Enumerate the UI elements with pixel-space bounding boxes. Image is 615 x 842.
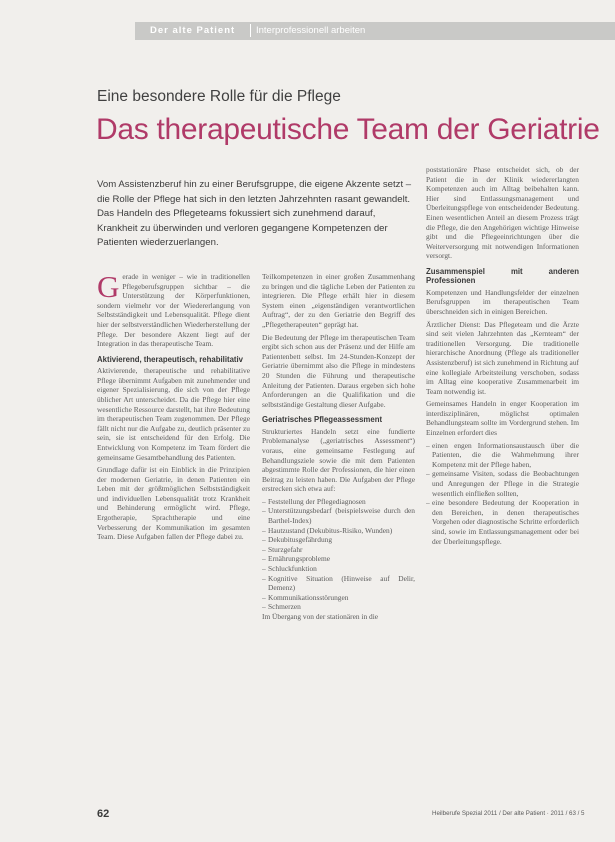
list-item: – Unterstützungsbedarf (beispielsweise durch den Barthel-Index) [262, 506, 415, 525]
article-lead: Vom Assistenzberuf hin zu einer Berufsgruppe, die eigene Akzente setzt – die Rolle der Pflege hat sich in den letzten Jahrzehnten rasant gewandelt. Das Handeln des Pflegeteams fokussiert sich zunehmend darauf, Krankheit zu überwinden und verloren gegangene Kompetenzen der Patienten wiederzuerlangen. [97, 179, 412, 249]
intro-text: erade in weniger – wie in traditionellen Pflegeberufsgruppen sichtbar – die Unterstützung der Körperfunktionen, sondern vielmehr vor der Wiedererlangung von Selbstständigkeit und Lebensqualität. Pflege dient hier der selbstverständlichen Wiederherstellung der Pflege. Der besondere Akzent liegt auf der Integration in das therapeutische Team. [97, 272, 250, 349]
subheading-professionen: Zusammenspiel mit anderen Professionen [426, 266, 579, 286]
cooperation-list [426, 441, 579, 547]
body-paragraph: poststationäre Phase entscheidet sich, ob der Patient die in der Klinik wiedererlangten Kompetenzen auch im Alltag beibehalten kann. Hier sind Entlassungsmanagement und Überleitungspflege von entscheidender Bedeutung. Einen wesentlichen Anteil an diesem Prozess trägt die Pflege, die den Angehörigen wichtige Hinweise gibt und die Pflegeeinrichtungen über die Weiterversorgung mit notwendigen Informationen versorgt. [426, 165, 579, 261]
list-item: – Schluckfunktion [262, 564, 415, 574]
list-item: – Schmerzen [262, 602, 415, 612]
list-item: – einen engen Informationsaustausch über die Patienten, die die Wahrnehmung ihrer Kompetenz mit der Pflege haben, [426, 441, 579, 470]
body-paragraph: Aktivierende, therapeutische und rehabilitative Pflege übernimmt Aufgaben mit zunehmender und eigener Spezialisierung, die sich von der Pflege üblicher Art unterscheidet. Da die Pflege hier eine wesentliche Ressource darstellt, hat ihre Bedeutung im therapeutischen Team zugenommen. Der Pflege fällt nicht nur die Aufgabe zu, deutlich präsenter zu sein, sie ist entscheidend für den Erfolg. Die Entwicklung von Kompetenz im Team fördert die gemeinsame Gesamtbehandlung des Patienten. [97, 366, 250, 462]
subheading-aktivierend: Aktivierend, therapeutisch, rehabilitativ [97, 354, 244, 364]
article-kicker: Eine besondere Rolle für die Pflege [97, 88, 341, 105]
body-paragraph: Gemeinsames Handeln in enger Kooperation im interdisziplinären, möglichst optimalen Behandlungsteam sollte im Vordergrund stehen. Im Einzelnen erfordert dies [426, 399, 579, 438]
article-title: Das therapeutische Team der Geriatrie [96, 113, 600, 146]
list-item: – Sturzgefahr [262, 545, 415, 555]
drop-cap: G [97, 272, 120, 304]
body-paragraph: Ärztlicher Dienst: Das Pflegeteam und die Ärzte sind seit vielen Jahrzehnten das „Kernteam“ der traditionellen Versorgung. Die traditionelle hierarchische Anordnung (Pflege als traditioneller Assistenzberuf) ist sich zunehmend in Richtung auf eine kollegiale Arbeitsteilung verschoben, sodass im Alltag eine kooperative Zusammenarbeit im Team notwendig ist. [426, 319, 579, 396]
list-item: – Kognitive Situation (Hinweise auf Delir, Demenz) [262, 574, 415, 593]
list-item: – gemeinsame Visiten, sodass die Beobachtungen und Anregungen der Pflege in die Strategie wesentlich einfließen sollten, [426, 469, 579, 498]
list-item: – Kommunikationsstörungen [262, 593, 415, 603]
body-paragraph: Die Bedeutung der Pflege im therapeutischen Team ergibt sich schon aus der Präsenz und der Hilfe am Patientenbett selbst. Im 24-Stunden-Konzept der Geriatrie übernimmt also die Pflege in mindestens 20 Stunden die Führung und therapeutische Anleitung der Patienten. Daraus ergeben sich hohe Anforderungen an die Qualifikation und die selbstständige Gestaltung dieser Aufgabe. [262, 332, 415, 409]
body-paragraph: Grundlage dafür ist ein Einblick in die Prinzipien der modernen Geriatrie, in denen Patienten ein Leben mit der größtmöglichen Selbstständigkeit und individuellen Lebensqualität trotz Krankheit und Behinderung ermöglicht wird. Pflege, Ergotherapie, Sprachtherapie und eine Verbesserung der Kommunikation im gesamten Team. Diese Aufgaben fallen der Pflege dabei zu. [97, 465, 250, 542]
section-topic: Interprofessionell arbeiten [256, 25, 366, 36]
list-item: – Feststellung der Pflegediagnosen [262, 497, 415, 507]
body-paragraph: Teilkompetenzen in einer großen Zusammenhang zu bringen und die tägliche Leben der Patienten zu integrieren. Die Pflege erhält hier in diesem System einen „eigenständigen verantwortlichen Auftrag“, der zu den Geriatrie den Begriff des „Pflegetherapeuten“ geprägt hat. [262, 272, 415, 329]
text-column-3 [426, 165, 579, 815]
body-paragraph: Im Übergang von der stationären in die [262, 612, 379, 621]
list-item: – Ernährungsprobleme [262, 554, 415, 564]
header-divider [250, 24, 251, 37]
subheading-assessment: Geriatrisches Pflegeassessment [262, 415, 383, 425]
page-number: 62 [97, 808, 110, 820]
list-item: – Dekubitusgefährdung [262, 535, 415, 545]
footer-publication-info: Heilberufe Spezial 2011 / Der alte Patient · 2011 / 63 / 5 [432, 810, 585, 817]
list-item: – eine besondere Bedeutung der Kooperation in den Bereichen, in denen therapeutisches Vorgehen oder diagnostische Schritte erforderlich sind, sowie im Entlassungsmanagement oder bei der Überleitungspflege. [426, 498, 579, 546]
list-item: – Hautzustand (Dekubitus-Risiko, Wunden) [262, 526, 415, 536]
body-paragraph: Strukturiertes Handeln setzt eine fundierte Problemanalyse („geriatrisches Assessment“) voraus, eine gemeinsame Festlegung auf Behandlungsziele sowie die mit dem Patienten abgestimmte Rolle der Professionen, die hier einen Beitrag zu leisten haben. Die Aufgaben der Pflege erstrecken sich etwa auf: [262, 426, 415, 494]
intro-paragraph [97, 272, 250, 349]
text-column-1 [97, 272, 250, 812]
text-column-2 [262, 272, 415, 812]
assessment-list [262, 497, 415, 612]
section-label: Der alte Patient [150, 25, 236, 36]
body-paragraph: Kompetenzen und Handlungsfelder der einzelnen Berufsgruppen im therapeutischen Team überschneiden sich in einigen Bereichen. [426, 287, 579, 316]
